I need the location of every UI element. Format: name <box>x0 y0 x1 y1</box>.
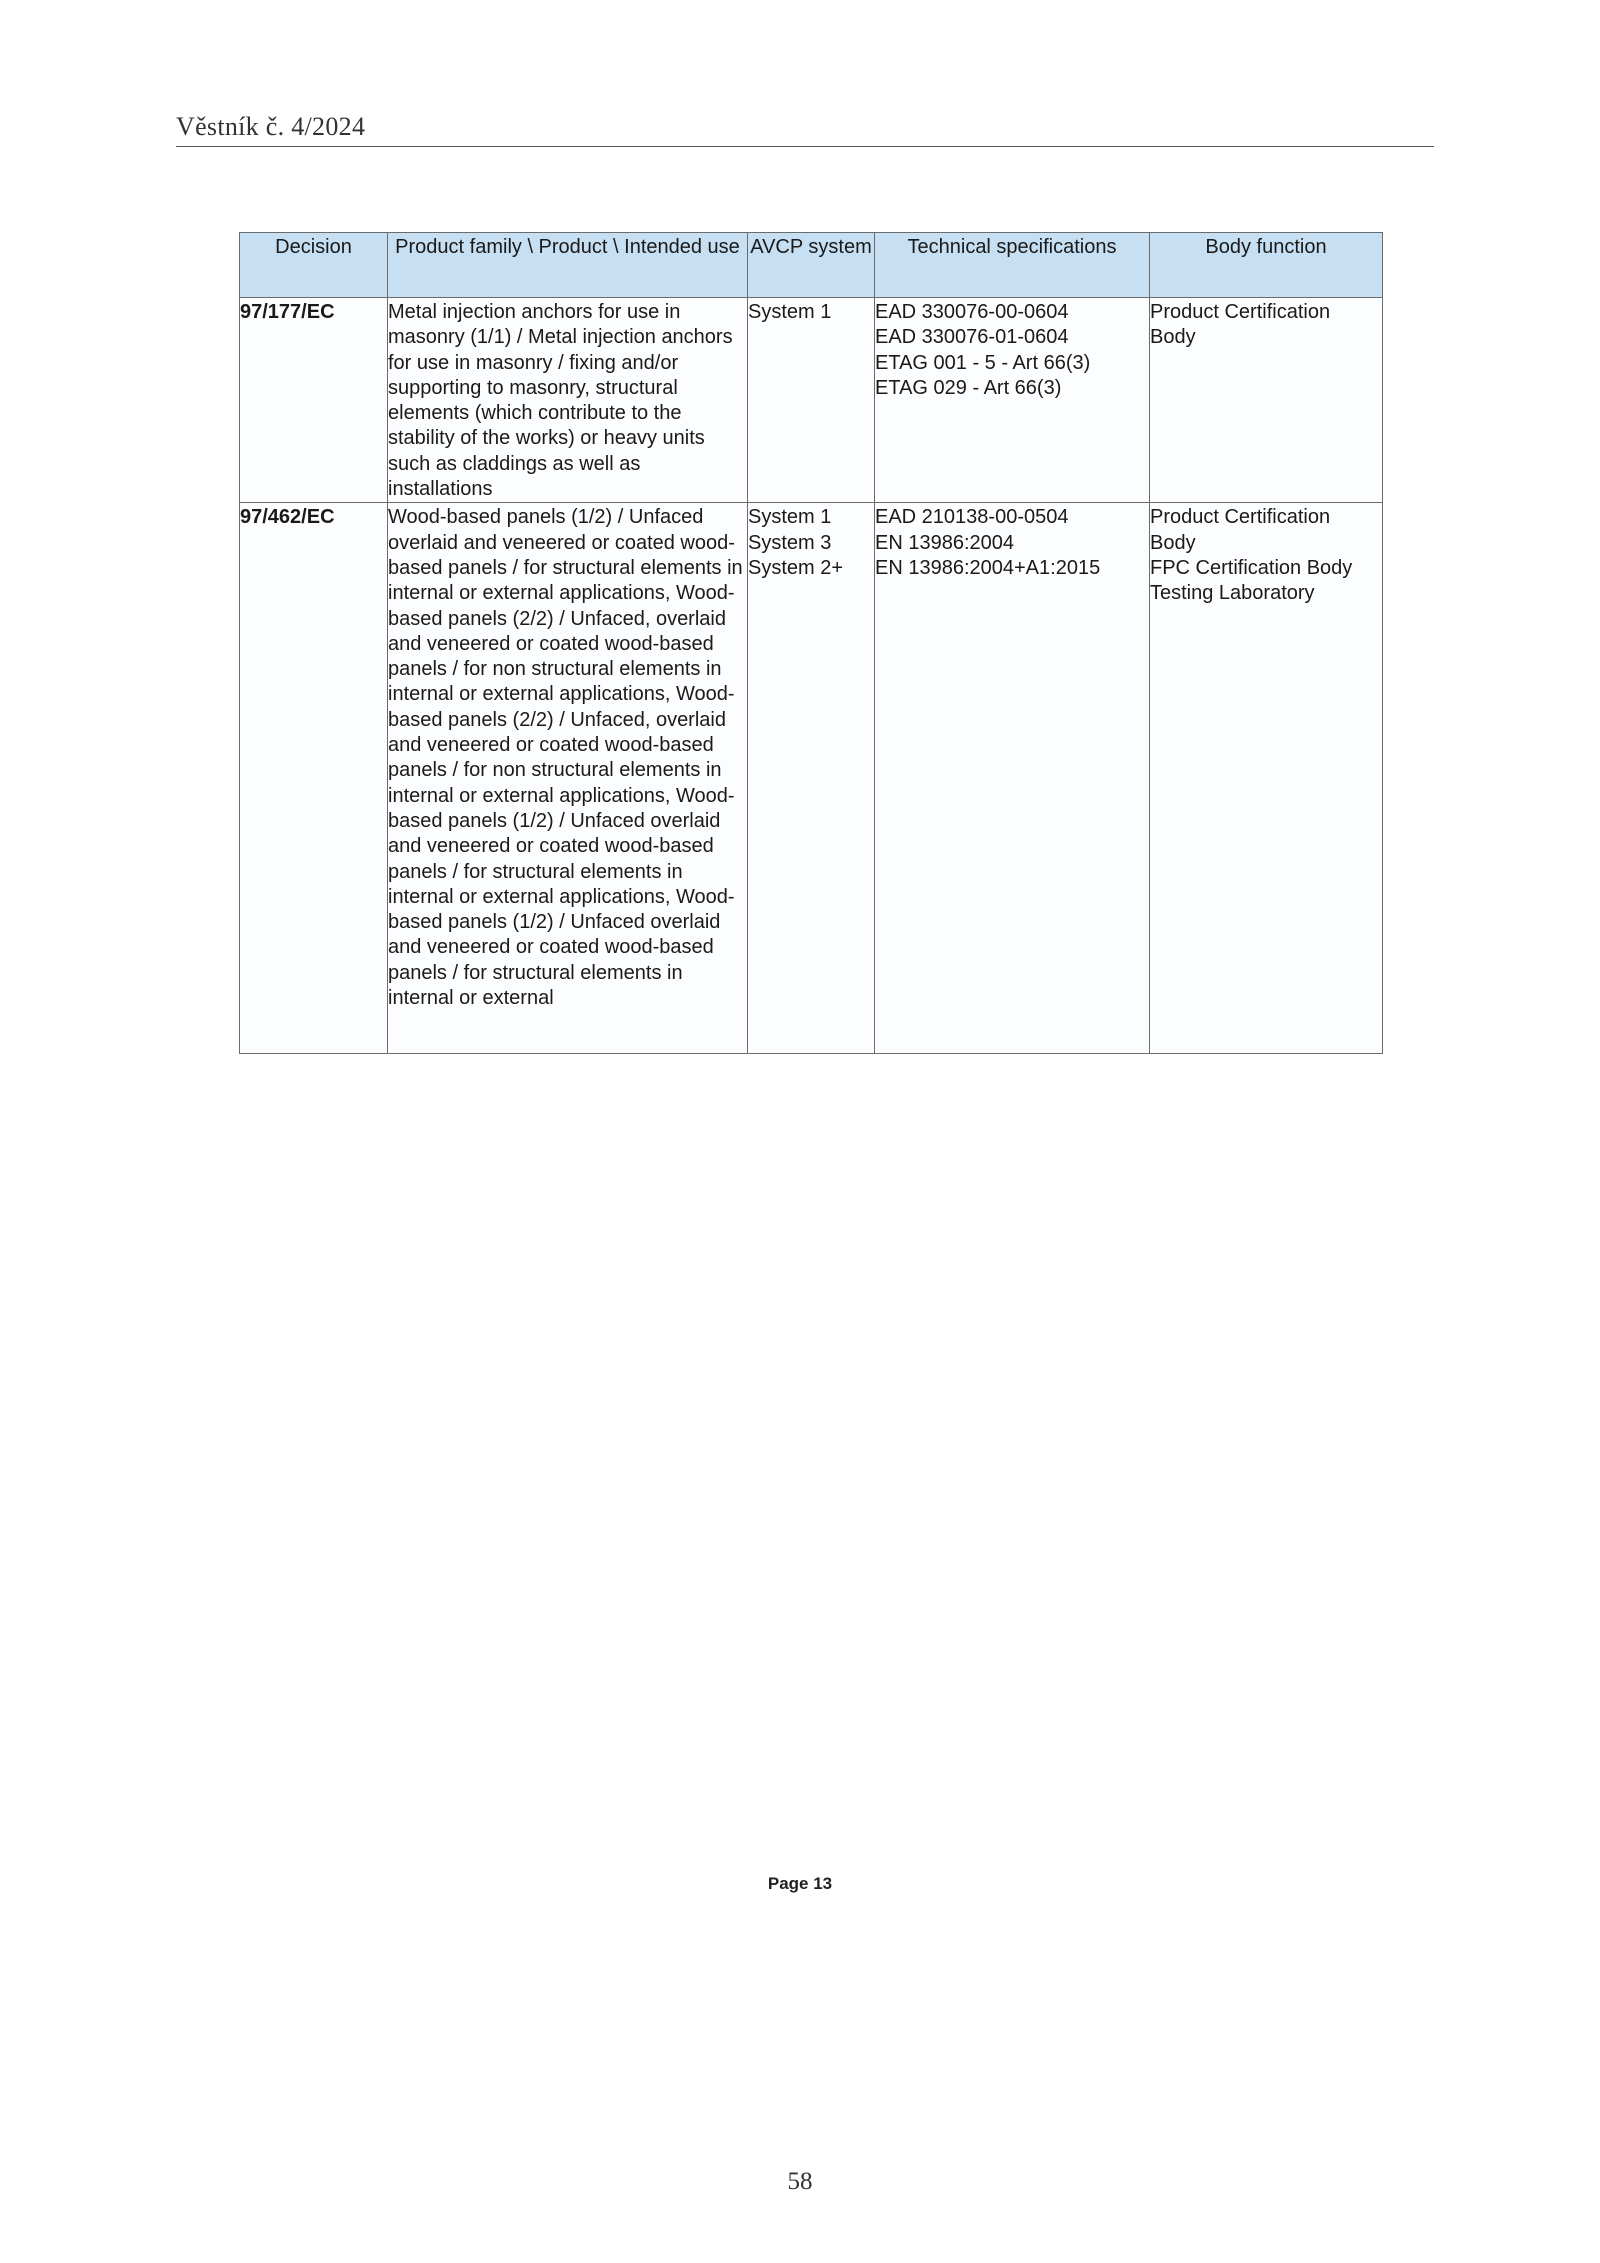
page-number: 58 <box>787 2168 813 2195</box>
page-label: Page 13 <box>767 1874 833 1893</box>
column-header-avcp: AVCP system <box>748 233 875 298</box>
spec-value: EN 13986:2004+A1:2015 <box>875 556 1101 579</box>
spec-value: EAD 330076-01-0604 <box>875 326 1069 349</box>
avcp-value: System 1 <box>748 301 832 323</box>
column-header-body: Body function <box>1150 233 1383 298</box>
spec-value: ETAG 029 - Art 66(3) <box>875 376 1062 399</box>
column-header-specs: Technical specifications <box>875 233 1150 298</box>
page-header <box>176 112 1434 147</box>
body-function-value: Body <box>1150 531 1196 554</box>
decision-cell: 97/177/EC <box>240 298 388 503</box>
avcp-value: System 3 <box>748 531 832 554</box>
avcp-value: System 2+ <box>748 556 844 579</box>
body-function-value: Product Certification <box>1150 506 1331 529</box>
table-row <box>240 503 1383 1054</box>
body-function-value: FPC Certification Body <box>1150 556 1353 579</box>
product-cell: Metal injection anchors for use in masonry (1/1) / Metal injection anchors for use in masonry / fixing and/or supporting to masonry, structural elements (which contribute to the stability of the works) or heavy units such as claddings as well as installations <box>388 298 748 503</box>
table-header-row <box>240 233 1383 298</box>
specs-cell <box>875 503 1150 1054</box>
avcp-value: System 1 <box>748 506 832 529</box>
spec-value: EN 13986:2004 <box>875 531 1015 554</box>
spec-value: EAD 330076-00-0604 <box>875 301 1069 323</box>
spec-value: ETAG 001 - 5 - Art 66(3) <box>875 351 1091 374</box>
body-function-value: Testing Laboratory <box>1150 582 1315 605</box>
avcp-cell <box>748 298 875 503</box>
body-function-value: Body <box>1150 326 1196 349</box>
spec-value: EAD 210138-00-0504 <box>875 506 1069 529</box>
table-row <box>240 298 1383 503</box>
column-header-product: Product family \ Product \ Intended use <box>388 233 748 298</box>
avcp-cell <box>748 503 875 1054</box>
body-function-cell <box>1150 298 1383 503</box>
decisions-table <box>239 232 1383 1054</box>
specs-cell <box>875 298 1150 503</box>
journal-title: Věstník č. 4/2024 <box>176 112 366 141</box>
product-cell: Wood-based panels (1/2) / Unfaced overlaid and veneered or coated wood-based panels / for structural elements in internal or external applications, Wood-based panels (2/2) / Unfaced, overlaid and veneered or coated wood-based panels / for non structural elements in internal or external applications, Wood-based panels (2/2) / Unfaced, overlaid and veneered or coated wood-based panels / for non structural elements in internal or external applications, Wood-based panels (1/2) / Unfaced overlaid and veneered or coated wood-based panels / for structural elements in internal or external applications, Wood-based panels (1/2) / Unfaced overlaid and veneered or coated wood-based panels / for structural elements in internal or external <box>388 503 748 1054</box>
body-function-cell <box>1150 503 1383 1054</box>
body-function-value: Product Certification <box>1150 301 1331 323</box>
decision-cell: 97/462/EC <box>240 503 388 1054</box>
column-header-decision: Decision <box>240 233 388 298</box>
